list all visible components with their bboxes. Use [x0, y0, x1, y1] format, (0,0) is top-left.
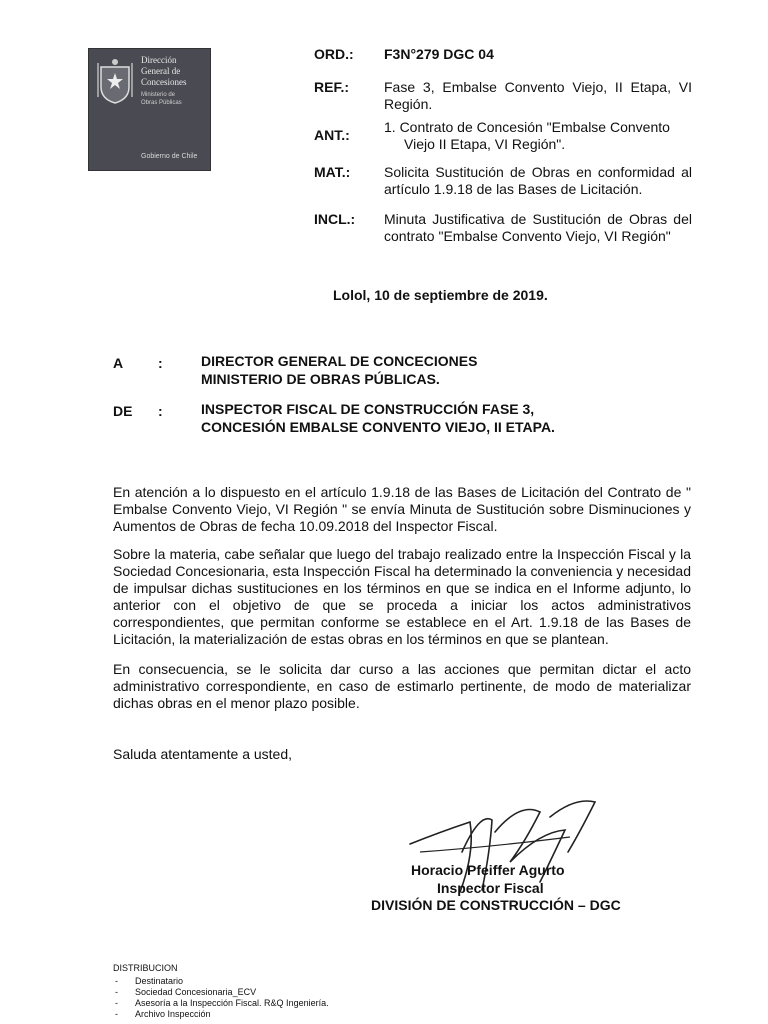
body-paragraph-1: En atención a lo dispuesto en el artículo 1.9.18 de las Bases de Licitación del Contrato de " Embalse Convento Viejo, VI Región " se envía Minuta de Sustitución sobre Disminuciones y Aumentos de Obras de fecha 10.09.2018 del Inspector Fiscal. [113, 484, 691, 534]
from-colon: : [158, 403, 163, 419]
signer-division: DIVISIÓN DE CONSTRUCCIÓN – DGC [371, 897, 621, 913]
logo-line-5: Obras Públicas [141, 100, 182, 106]
from-block [201, 400, 555, 436]
signer-title: Inspector Fiscal [437, 880, 544, 896]
distribution-heading: DISTRIBUCION [113, 963, 178, 973]
incl-value: Minuta Justificativa de Sustitución de Obras del contrato "Embalse Convento Viejo, VI Región" [384, 211, 692, 244]
place-date: Lolol, 10 de septiembre de 2019. [333, 287, 548, 303]
to-line-2: MINISTERIO DE OBRAS PÚBLICAS. [201, 371, 440, 387]
mat-label: MAT.: [314, 164, 351, 180]
incl-label: INCL.: [314, 211, 356, 227]
from-line-1: INSPECTOR FISCAL DE CONSTRUCCIÓN FASE 3, [201, 401, 535, 417]
logo-subtitle [141, 91, 182, 107]
from-key: DE [113, 403, 133, 419]
distribution-item: - Sociedad Concesionaria_ECV [113, 987, 329, 998]
ant-value [384, 119, 692, 153]
greeting: Saluda atentamente a usted, [113, 746, 293, 762]
ant-line-2: Viejo II Etapa, VI Región". [404, 136, 566, 152]
to-colon: : [158, 355, 163, 371]
ref-value: Fase 3, Embalse Convento Viejo, II Etapa, VI Región. [384, 79, 692, 112]
institution-logo [88, 48, 211, 171]
logo-line-1: Dirección [141, 55, 177, 65]
ref-label: REF.: [314, 79, 349, 95]
logo-line-4: Ministerio de [141, 92, 176, 98]
signer-name: Horacio Pfeiffer Agurto [411, 862, 565, 878]
ant-line-1: 1. Contrato de Concesión "Embalse Convento [384, 119, 670, 135]
to-key: A [113, 355, 124, 371]
logo-line-3: Concesiones [141, 77, 187, 87]
to-line-1: DIRECTOR GENERAL DE CONCECIONES [201, 353, 478, 369]
logo-line-2: General de [141, 66, 181, 76]
logo-title [141, 55, 187, 88]
ord-label: ORD.: [314, 46, 354, 62]
from-line-2: CONCESIÓN EMBALSE CONVENTO VIEJO, II ETAPA. [201, 419, 555, 435]
body-paragraph-2: Sobre la materia, cabe señalar que luego del trabajo realizado entre la Inspección Fiscal y la Sociedad Concesionaria, esta Inspección Fiscal ha determinado la conveniencia y necesidad de impulsar dichas sustituciones en los términos en que se indica en el Informe adjunto, lo anterior con el objetivo de que se proceda a iniciar los actos administrativos correspondientes, que permitan conforme se establece en el Art. 1.9.18 de las Bases de Licitación, la materialización de estas obras en los términos en que se plantean. [113, 546, 691, 647]
coat-of-arms-icon [95, 57, 135, 105]
ant-label: ANT.: [314, 127, 350, 143]
distribution-item: - Destinatario [113, 976, 329, 987]
distribution-item: - Asesoría a la Inspección Fiscal. R&Q Ingeniería. [113, 998, 329, 1009]
distribution-list [113, 963, 329, 1020]
body-paragraph-3: En consecuencia, se le solicita dar curso a las acciones que permitan dictar el acto administrativo correspondiente, en caso de estimarlo pertinente, de modo de materializar dichas obras en el menor plazo posible. [113, 661, 691, 711]
ord-value: F3N°279 DGC 04 [384, 46, 494, 62]
logo-footer: Gobierno de Chile [141, 153, 198, 160]
mat-value: Solicita Sustitución de Obras en conformidad al artículo 1.9.18 de las Bases de Licitación. [384, 164, 692, 197]
distribution-item: - Archivo Inspección [113, 1009, 329, 1020]
to-block [201, 352, 477, 388]
